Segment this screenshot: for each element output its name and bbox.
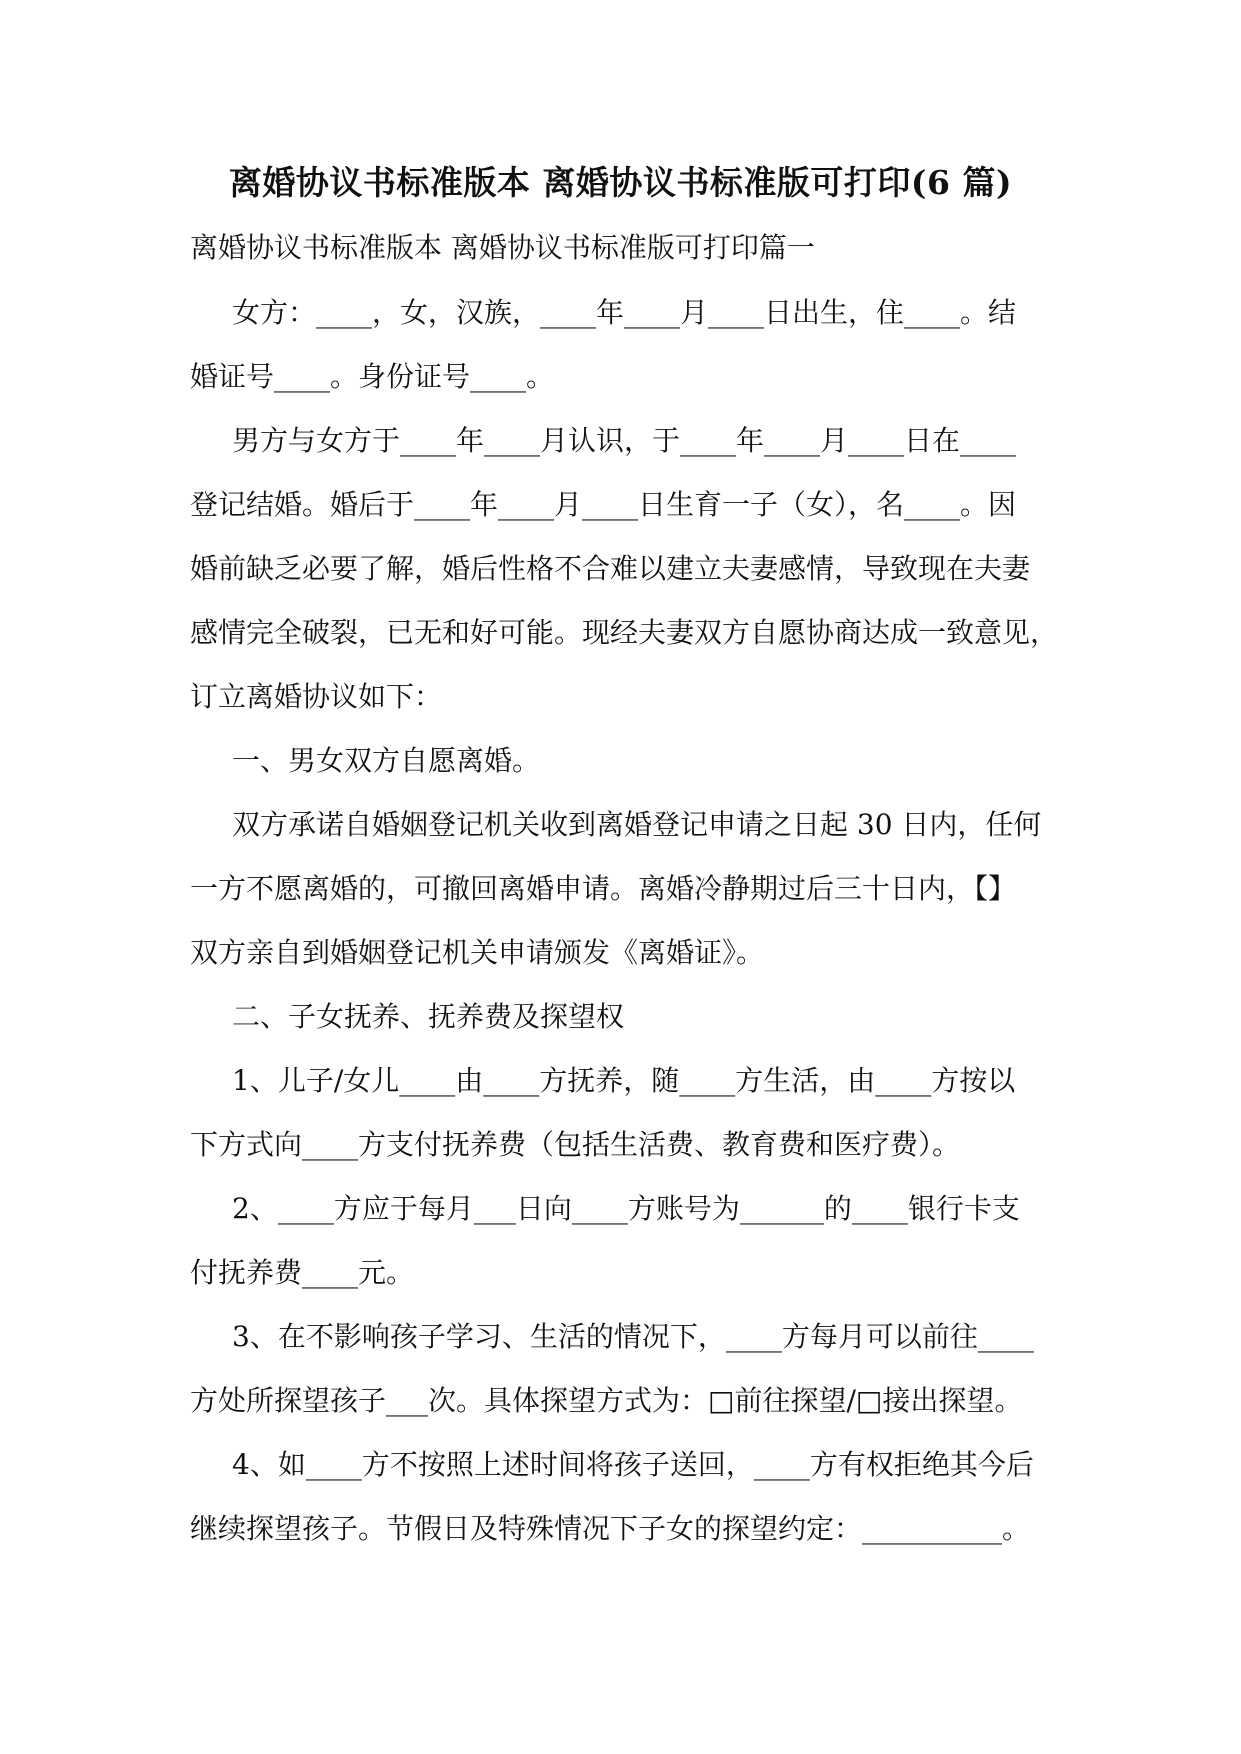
paragraph-line: 感情完全破裂，已无和好可能。现经夫妻双方自愿协商达成一致意见，	[190, 616, 1059, 649]
paragraph-line: 继续探望孩子。节假日及特殊情况下子女的探望约定：__________。	[190, 1512, 1031, 1545]
paragraph-line: 方处所探望孩子___次。具体探望方式为：□前往探望/□接出探望。	[190, 1384, 1023, 1417]
paragraph-line: 4、如____方不按照上述时间将孩子送回，____方有权拒绝其今后	[232, 1448, 1034, 1481]
document-title: 离婚协议书标准版本 离婚协议书标准版可打印(6 篇)	[228, 163, 1013, 202]
clause-heading: 二、子女抚养、抚养费及探望权	[232, 1000, 625, 1033]
paragraph-line: 付抚养费____元。	[190, 1256, 415, 1289]
paragraph-line: 婚证号____。身份证号____。	[190, 360, 555, 393]
section-heading-part-one: 离婚协议书标准版本 离婚协议书标准版可打印篇一	[190, 231, 815, 264]
paragraph-line: 订立离婚协议如下：	[190, 680, 443, 713]
paragraph-line: 登记结婚。婚后于____年____月____日生育一子（女），名____。因	[190, 488, 1017, 521]
paragraph-line: 2、____方应于每月___日向____方账号为______的____银行卡支	[232, 1192, 1020, 1225]
clause-heading: 一、男女双方自愿离婚。	[232, 744, 541, 777]
paragraph-line: 下方式向____方支付抚养费（包括生活费、教育费和医疗费）。	[190, 1128, 961, 1161]
paragraph-line: 婚前缺乏必要了解，婚后性格不合难以建立夫妻感情，导致现在夫妻	[190, 552, 1031, 585]
paragraph-line: 双方亲自到婚姻登记机关申请颁发《离婚证》。	[190, 936, 765, 969]
paragraph-line: 双方承诺自婚姻登记机关收到离婚登记申请之日起 30 日内，任何	[232, 808, 1042, 841]
paragraph-line: 女方：____，女，汉族，____年____月____日出生，住____。结	[232, 296, 1017, 329]
paragraph-line: 3、在不影响孩子学习、生活的情况下，____方每月可以前往____	[232, 1320, 1034, 1353]
paragraph-line: 1、儿子/女儿____由____方抚养，随____方生活，由____方按以	[232, 1064, 1016, 1097]
paragraph-line: 男方与女方于____年____月认识，于____年____月____日在____	[232, 424, 1017, 457]
paragraph-line: 一方不愿离婚的，可撤回离婚申请。离婚冷静期过后三十日内，【】	[190, 872, 1017, 905]
